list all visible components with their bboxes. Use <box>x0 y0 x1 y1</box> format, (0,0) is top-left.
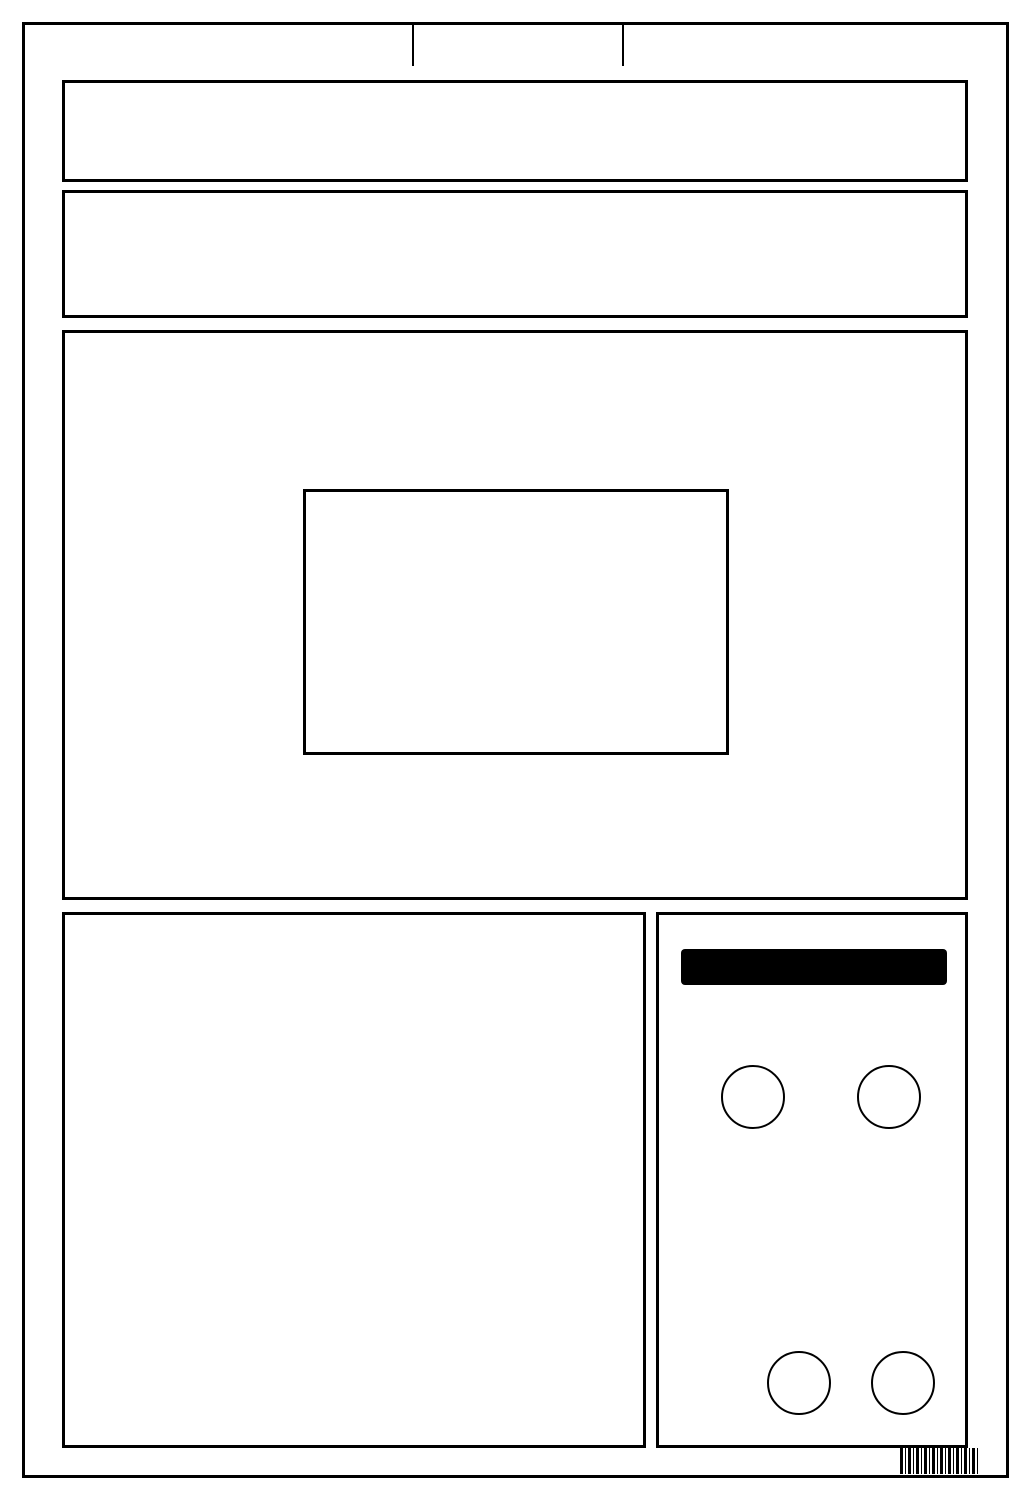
story-box <box>62 912 646 1448</box>
gong-number-2 <box>871 1351 935 1415</box>
pictures-panel <box>62 330 968 900</box>
side-banner <box>681 949 947 985</box>
predict-number-1 <box>721 1065 785 1129</box>
side-box <box>656 912 968 1448</box>
page-title <box>412 22 624 66</box>
gong-number-1 <box>767 1351 831 1415</box>
predict-number-2 <box>857 1065 921 1129</box>
number-groups-box <box>62 190 968 318</box>
barcode-mark <box>900 1448 980 1474</box>
poem-box <box>303 489 729 755</box>
slogan-box <box>62 80 968 182</box>
